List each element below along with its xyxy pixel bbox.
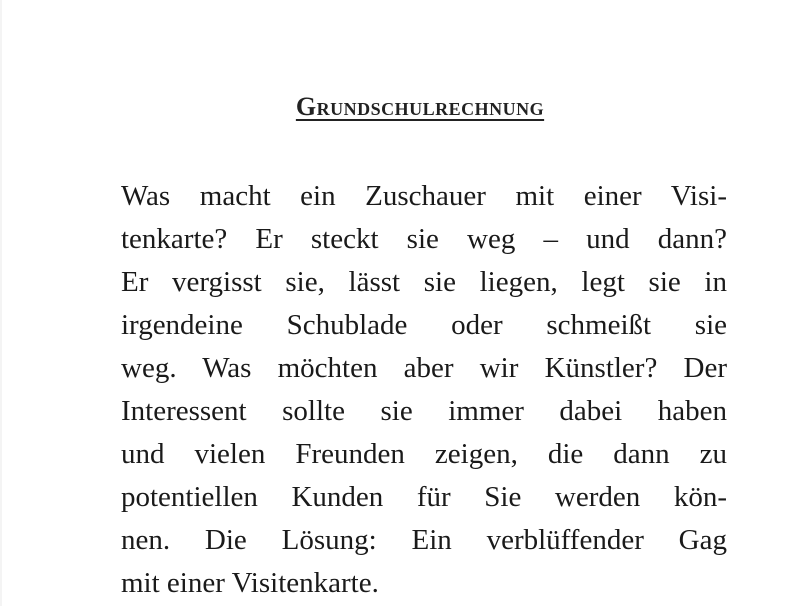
scan-edge — [0, 0, 2, 606]
text-line: Er vergisst sie, lässt sie liegen, legt sie in — [121, 266, 727, 298]
text-line: mit einer Visitenkarte. — [121, 567, 379, 599]
text-line: tenkarte? Er steckt sie weg – und dann? — [121, 223, 727, 255]
text-line: weg. Was möchten aber wir Künstler? Der — [121, 352, 727, 384]
text-line: und vielen Freunden zeigen, die dann zu — [121, 438, 727, 470]
text-line: irgendeine Schublade oder schmeißt sie — [121, 309, 727, 341]
body-paragraph — [121, 175, 727, 605]
section-heading: Grundschulrechnung — [295, 92, 545, 121]
text-line: Was macht ein Zuschauer mit einer Visi- — [121, 180, 727, 212]
text-line: Interessent sollte sie immer dabei haben — [121, 395, 727, 427]
text-line: potentiellen Kunden für Sie werden kön- — [121, 481, 727, 513]
text-line: nen. Die Lösung: Ein verblüffender Gag — [121, 524, 727, 556]
